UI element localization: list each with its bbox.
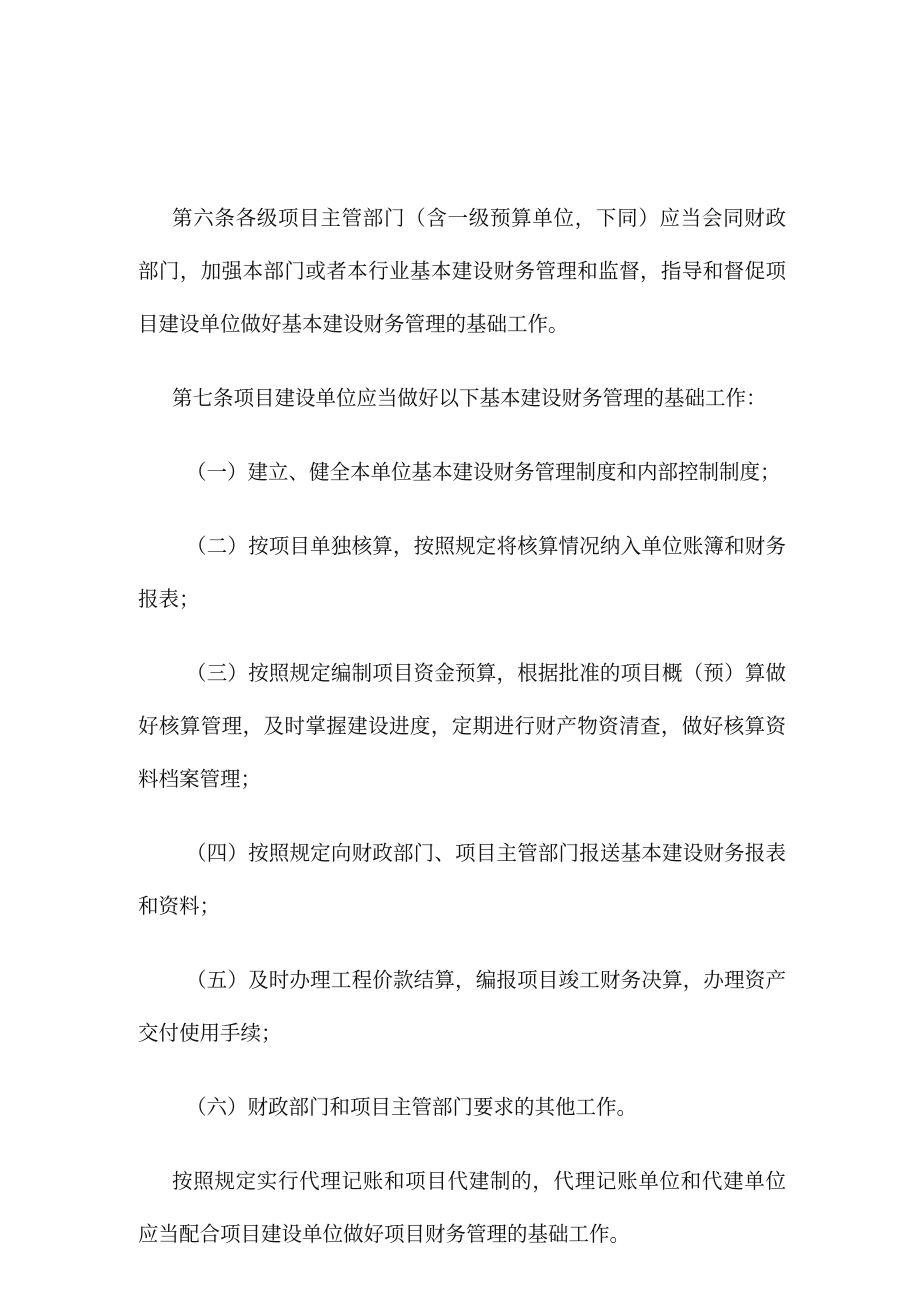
paragraph-agency-note: 按照规定实行代理记账和项目代建制的，代理记账单位和代建单位应当配合项目建设单位做好项目财务管理的基础工作。: [138, 1169, 786, 1246]
paragraph-item-4: （四）按照规定向财政部门、项目主管部门报送基本建设财务报表和资料；: [138, 841, 786, 918]
paragraph-article-7: 第七条项目建设单位应当做好以下基本建设财务管理的基础工作：: [172, 386, 767, 410]
paragraph-article-6: 第六条各级项目主管部门（含一级预算单位，下同）应当会同财政部门，加强本部门或者本行业基本建设财务管理和监督，指导和督促项目建设单位做好基本建设财务管理的基础工作。: [138, 206, 786, 336]
paragraph-item-6: （六）财政部门和项目主管部门要求的其他工作。: [186, 1095, 637, 1119]
document-body: [138, 192, 786, 1282]
paragraph-item-1: （一）建立、健全本单位基本建设财务管理制度和内部控制制度；: [186, 460, 781, 484]
paragraph-item-5: （五）及时办理工程价款结算，编报项目竣工财务决算，办理资产交付使用手续；: [138, 968, 786, 1045]
paragraph-item-2: （二）按项目单独核算，按照规定将核算情况纳入单位账簿和财务报表；: [138, 534, 786, 611]
paragraph-item-3: （三）按照规定编制项目资金预算，根据批准的项目概（预）算做好核算管理，及时掌握建设进度，定期进行财产物资清查，做好核算资料档案管理；: [138, 661, 786, 791]
